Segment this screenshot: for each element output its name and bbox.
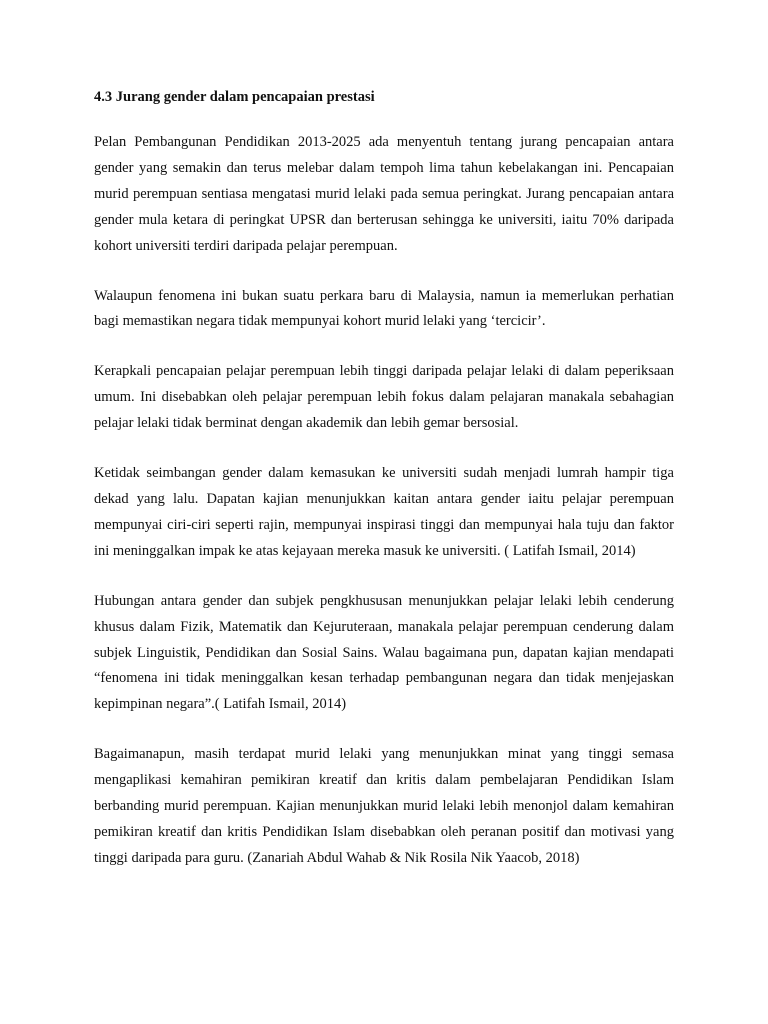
- paragraph-6: Bagaimanapun, masih terdapat murid lelaki yang menunjukkan minat yang tinggi semasa mengaplikasi kemahiran pemikiran kreatif dan kritis dalam pembelajaran Pendidikan Islam berbanding murid perempuan. Kajian menunjukkan murid lelaki lebih menonjol dalam kemahiran pemikiran kreatif dan kritis Pendidikan Islam disebabkan oleh peranan positif dan motivasi yang tinggi daripada para guru. (Zanariah Abdul Wahab & Nik Rosila Nik Yaacob, 2018): [94, 746, 674, 866]
- paragraph-4: Ketidak seimbangan gender dalam kemasukan ke universiti sudah menjadi lumrah hampir tiga dekad yang lalu. Dapatan kajian menunjukkan kaitan antara gender iaitu pelajar perempuan mempunyai ciri-ciri seperti rajin, mempunyai inspirasi tinggi dan mempunyai hala tuju dan faktor ini meninggalkan impak ke atas kejayaan mereka masuk ke universiti. ( Latifah Ismail, 2014): [94, 465, 674, 559]
- paragraph-3: Kerapkali pencapaian pelajar perempuan lebih tinggi daripada pelajar lelaki di dalam peperiksaan umum. Ini disebabkan oleh pelajar perempuan lebih fokus dalam pelajaran manakala sebahagian pelajar lelaki tidak berminat dengan akademik dan lebih gemar bersosial.: [94, 363, 674, 432]
- paragraph-1: Pelan Pembangunan Pendidikan 2013-2025 ada menyentuh tentang jurang pencapaian antara gender yang semakin dan terus melebar dalam tempoh lima tahun kebelakangan ini. Pencapaian murid perempuan sentiasa mengatasi murid lelaki pada semua peringkat. Jurang pencapaian antara gender mula ketara di peringkat UPSR dan berterusan sehingga ke universiti, iaitu 70% daripada kohort universiti terdiri daripada pelajar perempuan.: [94, 134, 674, 254]
- paragraph-5: Hubungan antara gender dan subjek pengkhususan menunjukkan pelajar lelaki lebih cenderung khusus dalam Fizik, Matematik dan Kejuruteraan, manakala pelajar perempuan cenderung dalam subjek Linguistik, Pendidikan dan Sosial Sains. Walau bagaimana pun, dapatan kajian mendapati “fenomena ini tidak meninggalkan kesan terhadap pembangunan negara dan tidak menjejaskan kepimpinan negara”.( Latifah Ismail, 2014): [94, 592, 674, 713]
- section-heading: 4.3 Jurang gender dalam pencapaian prestasi: [94, 89, 375, 105]
- paragraph-2: Walaupun fenomena ini bukan suatu perkara baru di Malaysia, namun ia memerlukan perhatian bagi memastikan negara tidak mempunyai kohort murid lelaki yang ‘tercicir’.: [94, 287, 674, 330]
